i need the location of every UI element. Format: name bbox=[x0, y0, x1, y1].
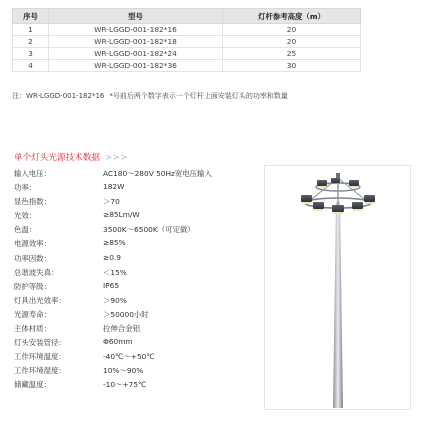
spec-row bbox=[14, 222, 254, 236]
spec-row bbox=[14, 265, 254, 279]
high-mast-light-pole-image bbox=[265, 166, 410, 409]
table-cell-model: WR-LGGD-001-182*36 bbox=[49, 60, 223, 72]
spec-value: ≥85Lm/W bbox=[103, 210, 140, 220]
table-row bbox=[13, 48, 361, 60]
table-cell-index: 4 bbox=[13, 60, 49, 72]
spec-label: 主体材质： bbox=[14, 324, 51, 334]
spec-row bbox=[14, 349, 254, 363]
model-table bbox=[12, 8, 361, 72]
column-header-index: 序号 bbox=[13, 9, 49, 24]
table-cell-height: 30 bbox=[223, 60, 361, 72]
spec-label: 防护等级： bbox=[14, 281, 51, 291]
spec-value: ＜15% bbox=[103, 267, 127, 277]
spec-label: 功率因数： bbox=[14, 253, 51, 263]
table-cell-index: 2 bbox=[13, 36, 49, 48]
spec-label: 工作环境湿度： bbox=[14, 366, 66, 376]
column-header-height: 灯杆参考高度（m） bbox=[223, 9, 361, 24]
spec-label: 色温： bbox=[14, 225, 37, 235]
spec-value: 182W bbox=[103, 182, 125, 192]
spec-row bbox=[14, 208, 254, 222]
spec-label: 光源寿命： bbox=[14, 309, 51, 319]
table-note bbox=[12, 91, 412, 101]
spec-row bbox=[14, 321, 254, 335]
spec-label: 显色指数： bbox=[14, 197, 51, 207]
spec-value: AC180～280V 50Hz宽电压输入 bbox=[103, 169, 212, 178]
spec-value: 3500K～6500K（可定做） bbox=[103, 225, 195, 235]
spec-label: 总谐波失真： bbox=[14, 267, 59, 277]
table-cell-height: 20 bbox=[223, 36, 361, 48]
spec-row bbox=[14, 194, 254, 208]
spec-value: Φ60mm bbox=[103, 337, 133, 347]
section-heading bbox=[14, 151, 128, 163]
spec-row bbox=[14, 293, 254, 307]
spec-row bbox=[14, 363, 254, 377]
spec-row bbox=[14, 236, 254, 250]
product-photo-frame bbox=[264, 165, 411, 410]
spec-value: IP65 bbox=[103, 280, 120, 290]
table-header-row bbox=[13, 9, 361, 24]
spec-value: -10～+75℃ bbox=[103, 380, 147, 390]
spec-value: ≥0.9 bbox=[103, 252, 121, 262]
spec-label: 工作环境温度： bbox=[14, 352, 66, 362]
section-arrows: >>> bbox=[104, 153, 129, 163]
pole-shaft bbox=[333, 202, 343, 408]
spec-label: 电源效率： bbox=[14, 239, 51, 249]
table-row bbox=[13, 36, 361, 48]
table-cell-model: WR-LGGD-001-182*18 bbox=[49, 36, 223, 48]
spec-label: 灯头安装管径： bbox=[14, 338, 66, 348]
spec-row bbox=[14, 307, 254, 321]
spec-row bbox=[14, 335, 254, 349]
spec-value: 10%～90% bbox=[103, 366, 144, 376]
spec-value: 拉伸合金铝 bbox=[103, 324, 140, 334]
spec-row bbox=[14, 251, 254, 265]
spec-value: ≥85% bbox=[103, 238, 126, 248]
spec-label: 灯具出光效率： bbox=[14, 295, 66, 305]
spec-row bbox=[14, 166, 254, 180]
table-cell-index: 3 bbox=[13, 48, 49, 60]
table-row bbox=[13, 24, 361, 36]
spec-value: -40℃～+50℃ bbox=[103, 352, 155, 362]
table-cell-model: WR-LGGD-001-182*16 bbox=[49, 24, 223, 36]
column-header-model: 型号 bbox=[49, 9, 223, 24]
section-heading-text: 单个灯头光源技术数据 bbox=[14, 153, 100, 163]
table-cell-model: WR-LGGD-001-182*24 bbox=[49, 48, 223, 60]
spec-row bbox=[14, 180, 254, 194]
note-prefix: 注：WR-LGGD-001-182*16 bbox=[12, 92, 105, 100]
table-cell-height: 20 bbox=[223, 24, 361, 36]
spec-list bbox=[14, 166, 254, 392]
spec-label: 输入电压： bbox=[14, 169, 51, 178]
spec-row bbox=[14, 279, 254, 293]
spec-label: 功率： bbox=[14, 183, 37, 193]
table-row bbox=[13, 60, 361, 72]
spec-label: 光效： bbox=[14, 211, 37, 221]
spec-label: 储藏温度： bbox=[14, 380, 51, 390]
note-text: *号前后两个数字表示一个灯杆上面安装灯头的功率和数量 bbox=[109, 92, 288, 100]
table-cell-index: 1 bbox=[13, 24, 49, 36]
spec-row bbox=[14, 377, 254, 391]
table-cell-height: 25 bbox=[223, 48, 361, 60]
spec-value: ＞90% bbox=[103, 295, 127, 305]
spec-value: ＞50000小时 bbox=[103, 309, 149, 319]
spec-value: ＞70 bbox=[103, 197, 120, 207]
